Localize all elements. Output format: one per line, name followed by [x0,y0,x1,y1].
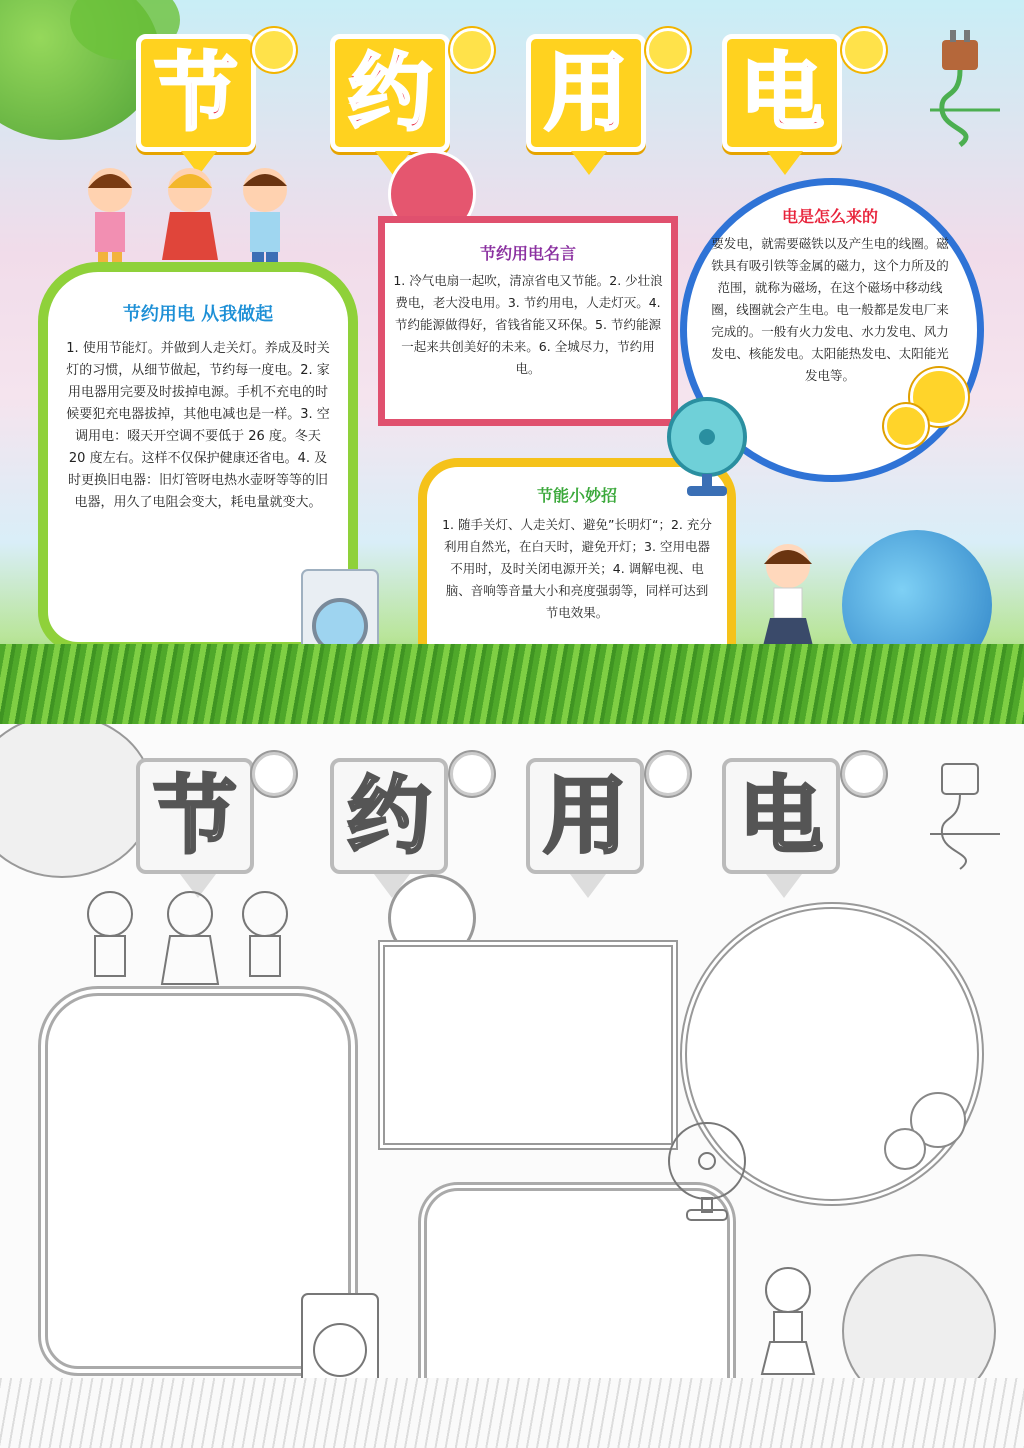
outline-title-char: 节 [152,766,237,865]
lightbulb-outline-icon [450,752,494,796]
heart-bulb-icon [884,404,928,448]
outline-title-char: 约 [346,766,431,865]
title-char: 节 [153,43,238,142]
grass-outline-decoration [0,1378,1024,1448]
lightbulb-outline-icon [842,752,886,796]
lightbulb-icon [450,28,494,72]
lightbulb-outline-icon [646,752,690,796]
lightbulb-icon [842,28,886,72]
title-char: 电 [739,43,824,142]
lightbulb-outline-icon [252,752,296,796]
left-panel-heading: 节约用电 从我做起 [122,304,274,325]
quotes-panel-outline [378,940,678,1150]
title-card-1 [136,34,256,152]
title-card-4 [722,34,842,152]
left-panel-body: 1. 使用节能灯。并做到人走关灯。养成及时关灯的习惯，从细节做起，节约每一度电。2. 家用电器用完要及时拔掉电源。手机不充电的时候要犯充电器拔掉，其他电减也是一样。3. 空调用电：啜天开空调不要低于 26 度。冬天 20 度左右。这样不仅保护健康还省电。4. 及时更换旧电器：旧灯管呀电热水壶呀等等的旧电器，用久了电阻会变大，耗电量就变大。 [66,341,330,510]
lightbulb-icon [646,28,690,72]
fan-icon [662,392,752,502]
grass-decoration [0,644,1024,724]
quotes-panel-heading: 节约用电名言 [479,244,576,263]
title-char: 用 [543,43,628,142]
circle-panel-heading: 电是怎么来的 [781,207,878,226]
tips-panel-body: 1. 随手关灯、人走关灯、避免”长明灯“；2. 充分利用自然光，在白天时，避免开灯；3. 空用电器不用时，及时关闭电源开关；4. 调解电视、电脑、音响等音量大小和亮度强弱等，同样可达到节电效果。 [442,517,712,620]
title-card-2 [330,34,450,152]
quotes-panel [378,216,678,426]
outline-title-card-1 [136,758,254,874]
washing-machine-outline-icon [300,1292,380,1392]
leaves-outline-decoration [0,724,154,878]
title-card-3 [526,34,646,152]
quotes-panel-body: 1. 冷气电扇一起吹，清凉省电又节能。2. 少壮浪费电，老大没电用。3. 节约用电，人走灯灭。4. 节约能源做得好，省钱省能又环保。5. 节约能源一起来共创美好的未来。6. 全城尽力，节约用电。 [393,273,663,376]
outline-title-card-4 [722,758,840,874]
plug-outline-icon [920,754,1010,874]
tips-panel-heading: 节能小妙招 [536,486,617,505]
outline-poster [0,724,1024,1448]
outline-title-card-3 [526,758,644,874]
fan-outline-icon [662,1116,752,1226]
heart-bulb-outline-icon [884,1128,926,1170]
outline-title-char: 用 [542,766,627,865]
lightbulb-icon [252,28,296,72]
outline-title-card-2 [330,758,448,874]
title-char: 约 [347,43,432,142]
plug-icon [920,30,1010,150]
circle-panel-body: 要发电，就需要磁铁以及产生电的线圈。磁铁具有吸引铁等金属的磁力，这个力所及的范围，就称为磁场，在这个磁场中移动线圈，线圈就会产生电。电一般都是发电厂来完成的。一般有火力发电、水力发电、风力发电、核能发电。太阳能热发电、太阳能光发电等。 [711,236,949,383]
outline-title-char: 电 [738,766,823,865]
